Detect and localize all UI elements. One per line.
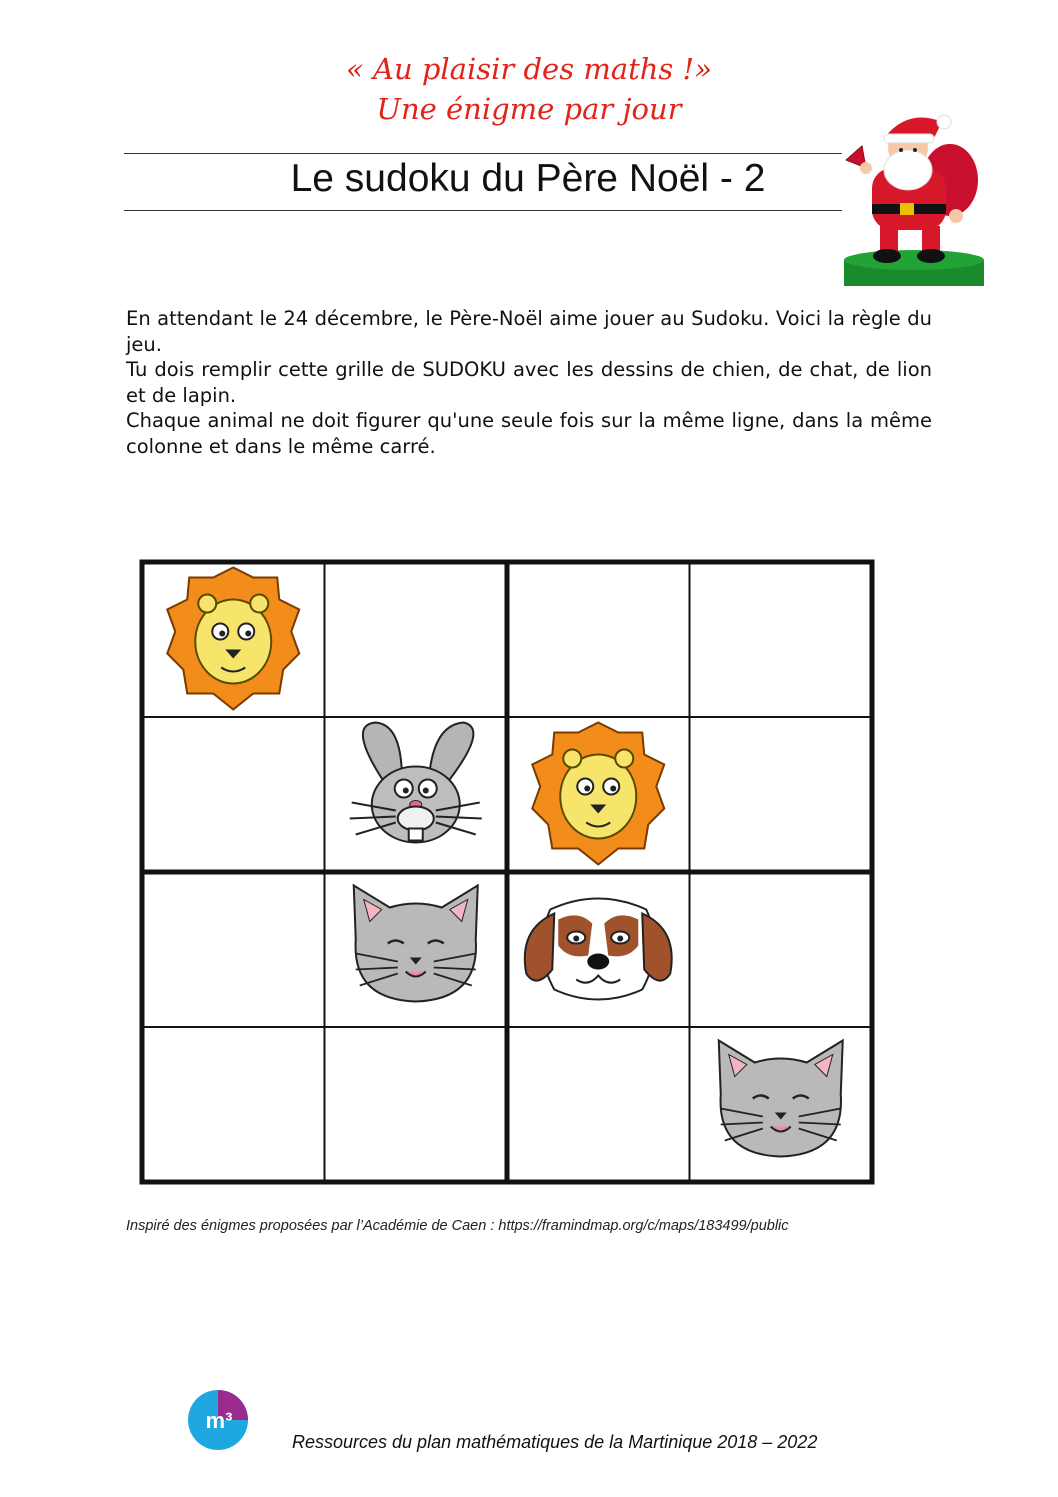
cat-icon [719,1041,843,1157]
sudoku-cell[interactable] [690,562,873,717]
page-title: Le sudoku du Père Noël - 2 [290,157,766,200]
sudoku-cell[interactable] [142,717,325,872]
footer-text: Ressources du plan mathématiques de la Martinique 2018 – 2022 [292,1432,818,1452]
lion-icon [532,723,664,865]
lion-icon [167,568,299,710]
intro-paragraph-1: En attendant le 24 décembre, le Père-Noël aime jouer au Sudoku. Voici la règle du jeu. [126,307,932,356]
header-line-1: « Au plaisir des maths !» [346,52,712,86]
sudoku-cell[interactable] [690,872,873,1027]
sudoku-cell[interactable] [325,1027,508,1182]
sudoku-cell[interactable] [507,1027,690,1182]
sudoku-cell[interactable] [690,717,873,872]
credit-note: Inspiré des énigmes proposées par l’Académie de Caen : https://framindmap.org/c/maps/183499/public [126,1218,789,1234]
dog-icon [525,899,672,1000]
sudoku-grid [138,558,876,1186]
m3-logo-text: m³ [205,1408,233,1433]
cat-icon [354,886,478,1002]
title-top-rule [124,153,842,154]
sudoku-cell[interactable] [325,562,508,717]
santa-claus-illustration [838,108,986,290]
rabbit-icon [350,723,482,843]
header-line-2: Une énigme par jour [376,92,682,126]
intro-paragraph-2: Tu dois remplir cette grille de SUDOKU avec les dessins de chien, de chat, de lion et de lapin. [126,358,932,407]
sudoku-cell[interactable] [142,872,325,1027]
intro-text [126,306,932,460]
m3-logo [186,1389,252,1451]
title-bottom-rule [124,210,842,211]
intro-paragraph-3: Chaque animal ne doit figurer qu'une seule fois sur la même ligne, dans la même colonne et dans le même carré. [126,409,932,458]
sudoku-cell[interactable] [507,562,690,717]
sudoku-cell[interactable] [142,1027,325,1182]
